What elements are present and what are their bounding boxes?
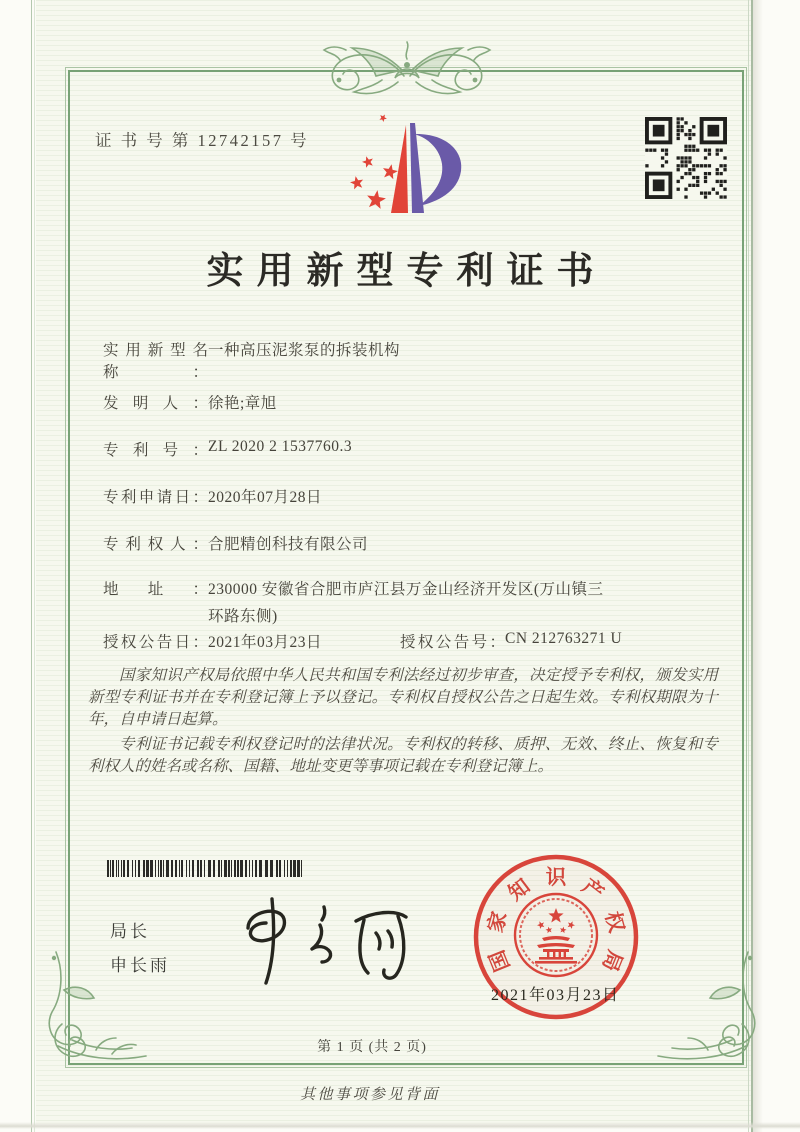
field-label: 发明人：	[103, 395, 208, 412]
page-left-edge-line-light	[34, 0, 35, 1132]
field-label: 专利号：	[103, 442, 208, 459]
field-label: 地址：	[103, 581, 208, 598]
field-row-filing-date	[103, 485, 322, 507]
grant-row	[0, 630, 800, 654]
field-row-address	[103, 577, 610, 630]
legal-paragraph-2: 专利证书记载专利权登记时的法律状况。专利权的转移、质押、无效、终止、恢复和专利权人的姓名或名称、国籍、地址变更等事项记载在专利登记簿上。	[88, 735, 718, 775]
field-value: 一种高压泥浆泵的拆装机构	[208, 342, 401, 359]
seal-date: 2021年03月23日	[491, 987, 620, 1004]
svg-text:局: 局	[597, 946, 626, 975]
director-title: 局长	[110, 922, 150, 941]
field-value: 合肥精创科技有限公司	[208, 536, 369, 553]
field-value: 徐艳;章旭	[208, 395, 277, 412]
page-bottom-edge-shadow	[0, 1122, 800, 1129]
qr-code	[645, 117, 727, 199]
official-red-seal	[456, 838, 656, 1038]
field-label: 实用新型名称：	[103, 342, 208, 381]
certificate-title: 实用新型专利证书	[206, 251, 607, 292]
field-row-patentee	[103, 532, 368, 554]
svg-text:国: 国	[486, 946, 515, 975]
barcode	[107, 860, 307, 877]
page-left-edge-line	[31, 0, 32, 1132]
field-row-inventor	[103, 391, 277, 413]
field-row-patent-number	[103, 438, 352, 460]
field-value: ZL 2020 2 1537760.3	[208, 438, 353, 455]
field-label: 授权公告日：	[103, 634, 208, 651]
svg-text:识: 识	[545, 867, 567, 889]
legal-paragraph-1: 国家知识产权局依照中华人民共和国专利法经过初步审查，决定授予专利权，颁发实用新型专利证书并在专利登记簿上予以登记。专利权自授权公告之日起生效。专利权期限为十年，自申请日起算。	[88, 666, 718, 728]
field-label: 授权公告号：	[400, 634, 505, 651]
svg-text:产: 产	[577, 875, 608, 906]
svg-text:家: 家	[484, 909, 512, 935]
cnipa-logo	[334, 112, 484, 237]
page-number-info: 第 1 页 (共 2 页)	[317, 1040, 427, 1055]
field-value: 230000 安徽省合肥市庐江县万金山经济开发区(万山镇三环路东侧)	[208, 581, 604, 625]
director-signature	[228, 893, 413, 989]
back-side-note: 其他事项参见背面	[299, 1085, 440, 1103]
svg-text:权: 权	[600, 909, 628, 935]
certificate-number: 证 书 号 第 12742157 号	[95, 131, 310, 150]
field-label: 专利申请日：	[103, 489, 208, 506]
grant-date-value: 2021年03月23日	[208, 634, 323, 651]
grant-number-value: CN 212763271 U	[505, 630, 623, 647]
grant-number-pair	[400, 630, 622, 652]
field-row-invention-name	[103, 338, 400, 382]
legal-paragraphs	[88, 664, 718, 777]
top-flourish-ornament	[292, 36, 522, 108]
director-name: 申长雨	[110, 956, 170, 975]
grant-date-pair	[103, 630, 322, 652]
field-label: 专利权人：	[103, 536, 208, 553]
svg-text:知: 知	[504, 875, 535, 906]
field-value: 2020年07月28日	[208, 489, 323, 506]
logo-red-wedge	[391, 125, 408, 213]
